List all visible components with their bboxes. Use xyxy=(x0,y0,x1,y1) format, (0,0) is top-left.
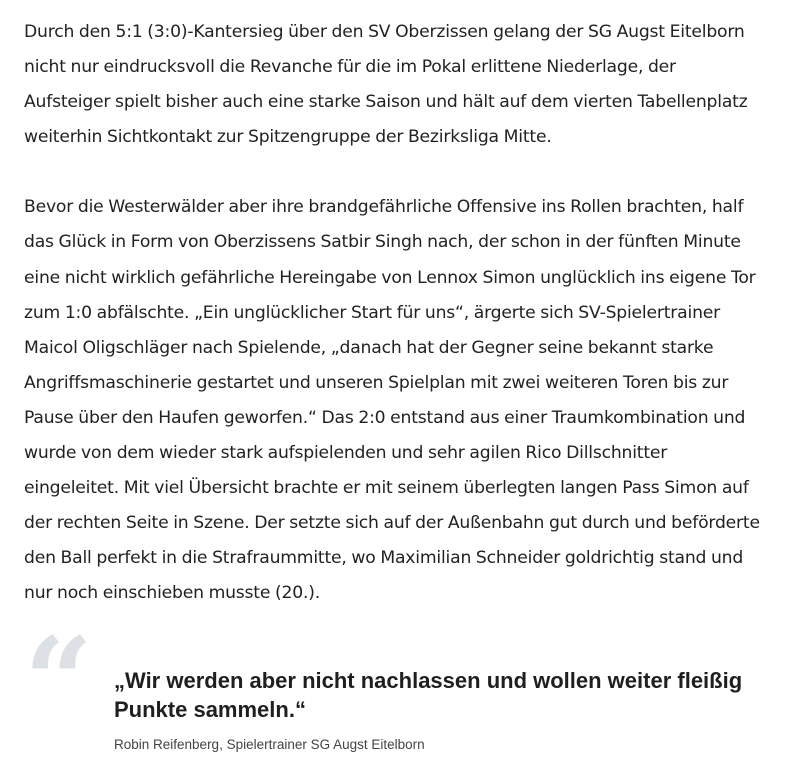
article-paragraph-2: Bevor die Westerwälder aber ihre brandgefährliche Offensive ins Rollen brachten, half das Glück in Form von Oberzissens Satbir Singh nach, der schon in der fünften Minute eine nicht wirklich gefährliche Hereingabe von Lennox Simon unglücklich ins eigene Tor zum 1:0 abfälschte. „Ein unglücklicher Start für uns“, ärgerte sich SV-Spielertrainer Maicol Oligschläger nach Spielende, „danach hat der Gegner seine bekannt starke Angriffsmaschinerie gestartet und unseren Spielplan mit zwei weiteren Toren bis zur Pause über den Haufen geworfen.“ Das 2:0 entstand aus einer Traumkombination und wurde von dem wieder stark aufspielenden und sehr agilen Rico Dillschnitter eingeleitet. Mit viel Übersicht brachte er mit seinem überlegten langen Pass Simon auf der rechten Seite in Szene. Der setzte sich auf der Außenbahn gut durch und beförderte den Ball perfekt in die Strafraummitte, wo Maximilian Schneider goldrichtig stand und nur noch einschieben musste (20.). xyxy=(24,197,760,604)
article-paragraph-1: Durch den 5:1 (3:0)-Kantersieg über den SV Oberzissen gelang der SG Augst Eitelborn nicht nur eindrucksvoll die Revanche für die im Pokal erlittene Niederlage, der Aufsteiger spielt bisher auch eine starke Saison und hält auf dem vierten Tabellenplatz weiterhin Sichtkontakt zur Spitzengruppe der Bezirksliga Mitte. xyxy=(24,22,748,148)
quote-mark-icon: “ xyxy=(24,610,94,752)
quote-author: Robin Reifenberg, Spielertrainer SG Augst Eitelborn xyxy=(114,736,425,752)
quote-text: „Wir werden aber nicht nachlassen und wollen weiter fleißig Punkte sammeln.“ xyxy=(114,667,743,722)
quote-content xyxy=(114,666,754,752)
pull-quote xyxy=(24,610,763,756)
